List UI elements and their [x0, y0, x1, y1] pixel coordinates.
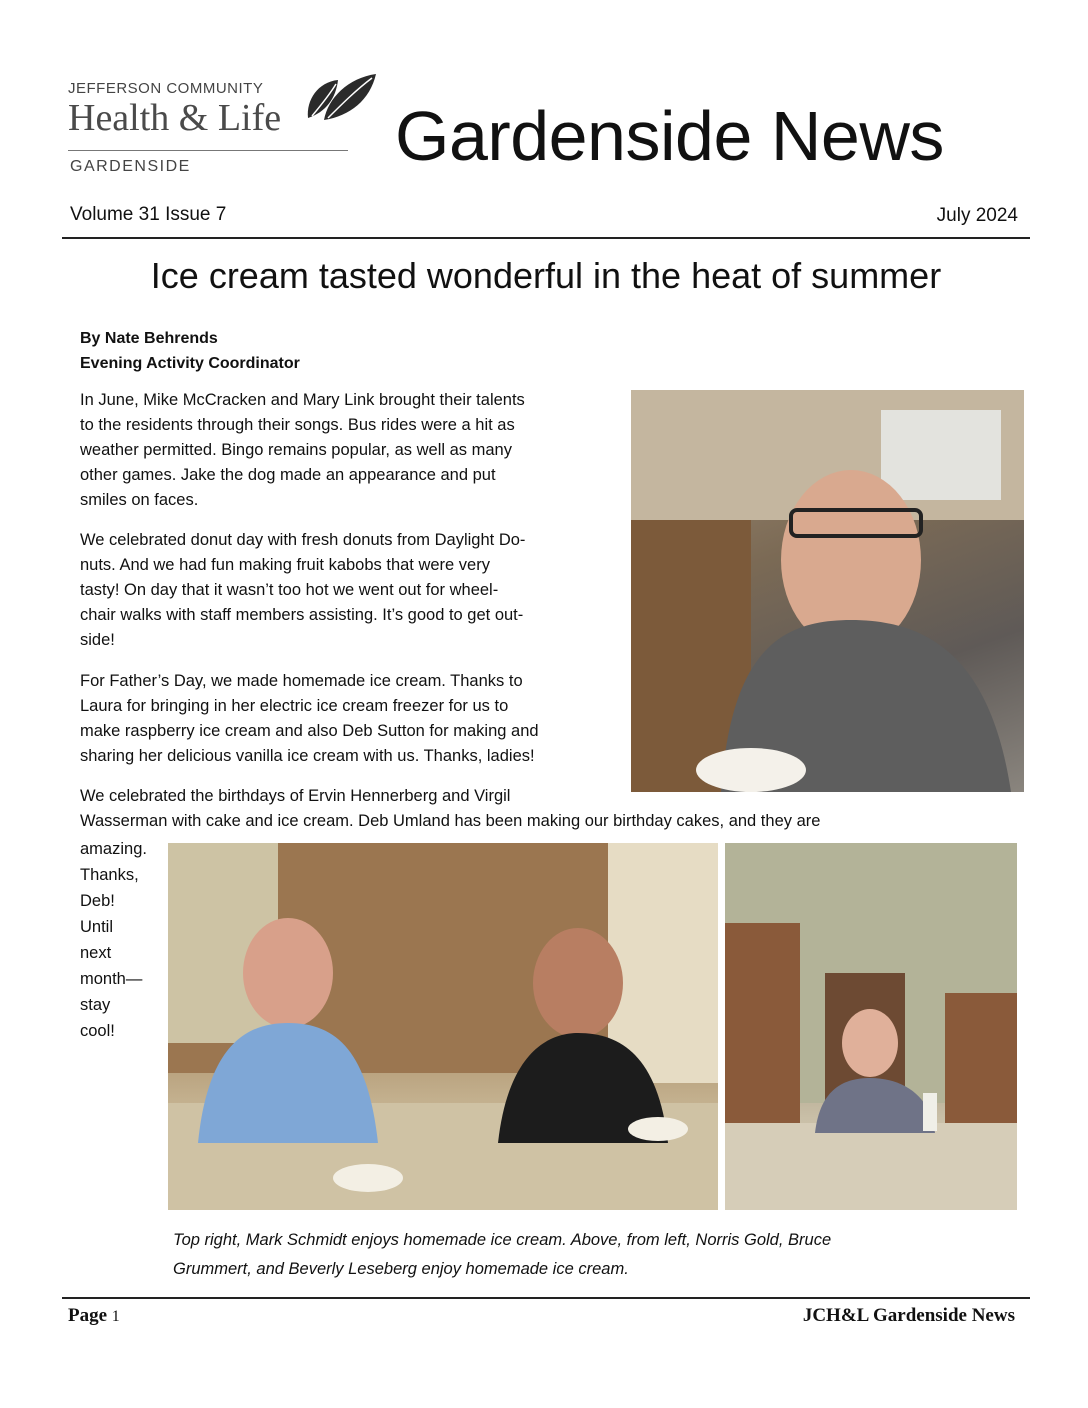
paragraph-word: month— [80, 970, 143, 988]
caption-line: Grummert, and Beverly Leseberg enjoy homemade ice cream. [173, 1260, 629, 1278]
paragraph-line: smiles on faces. [80, 491, 199, 509]
issue-number: Volume 31 Issue 7 [70, 204, 227, 225]
issue-date: July 2024 [936, 205, 1018, 226]
paragraph-line: Wasserman with cake and ice cream. Deb Umland has been making our birthday cakes, and they are [80, 812, 821, 830]
byline-author: By Nate Behrends [80, 330, 218, 347]
leaves-icon [298, 70, 378, 120]
paragraph-line: Laura for bringing in her electric ice cream freezer for us to [80, 697, 509, 715]
logo-org-text: JEFFERSON COMMUNITY [68, 80, 264, 97]
photo-beverly-leseberg [725, 843, 1017, 1210]
paragraph-line: For Father’s Day, we made homemade ice cream. Thanks to [80, 672, 523, 690]
logo-divider [68, 150, 348, 151]
paragraph-line: weather permitted. Bingo remains popular, as well as many [80, 441, 512, 459]
photo-mark-schmidt [631, 390, 1024, 792]
byline-role: Evening Activity Coordinator [80, 355, 300, 372]
paragraph-line: We celebrated the birthdays of Ervin Hennerberg and Virgil [80, 787, 511, 805]
logo-sub-text: GARDENSIDE [70, 158, 191, 175]
page-number-value: 1 [111, 1308, 120, 1325]
newsletter-title: Gardenside News [395, 97, 944, 175]
paragraph-line: sharing her delicious vanilla ice cream with us. Thanks, ladies! [80, 747, 535, 765]
photo-illustration [725, 843, 1017, 1210]
logo-name-text: Health & Life [68, 97, 282, 139]
header-rule [62, 237, 1030, 239]
paragraph-1 [80, 388, 628, 513]
paragraph-3 [80, 669, 628, 769]
footer-publication: JCH&L Gardenside News [802, 1305, 1015, 1326]
logo [68, 70, 380, 182]
paragraph-line: tasty! On day that it wasn’t too hot we went out for wheel- [80, 581, 499, 599]
paragraph-4-line-1 [80, 784, 628, 809]
paragraph-line: nuts. And we had fun making fruit kabobs that were very [80, 556, 490, 574]
page-number [68, 1305, 120, 1327]
paragraph-word: Until [80, 918, 114, 936]
photo-illustration [631, 390, 1024, 792]
paragraph-word: next [80, 944, 112, 962]
paragraph-word: stay [80, 996, 111, 1014]
photo-caption [173, 1226, 993, 1284]
paragraph-word: amazing. [80, 840, 147, 858]
article-headline: Ice cream tasted wonderful in the heat of summer [150, 255, 942, 296]
paragraph-line: We celebrated donut day with fresh donuts from Daylight Do- [80, 531, 526, 549]
paragraph-line: other games. Jake the dog made an appearance and put [80, 466, 496, 484]
paragraph-word: cool! [80, 1022, 115, 1040]
article-byline [80, 326, 300, 376]
paragraph-line: side! [80, 631, 115, 649]
paragraph-4-tail [80, 836, 162, 1044]
paragraph-2 [80, 528, 628, 653]
paragraph-line: make raspberry ice cream and also Deb Sutton for making and [80, 722, 539, 740]
paragraph-word: Thanks, [80, 866, 139, 884]
page-label: Page [68, 1305, 108, 1326]
paragraph-line: chair walks with staff members assisting. It’s good to get out- [80, 606, 524, 624]
paragraph-word: Deb! [80, 892, 115, 910]
paragraph-line: to the residents through their songs. Bus rides were a hit as [80, 416, 515, 434]
photo-norris-bruce [168, 843, 718, 1210]
paragraph-4-line-2 [80, 809, 1030, 834]
footer-rule [62, 1297, 1030, 1299]
paragraph-line: In June, Mike McCracken and Mary Link brought their talents [80, 391, 525, 409]
caption-line: Top right, Mark Schmidt enjoys homemade ice cream. Above, from left, Norris Gold, Bruce [173, 1231, 832, 1249]
photo-illustration [168, 843, 718, 1210]
